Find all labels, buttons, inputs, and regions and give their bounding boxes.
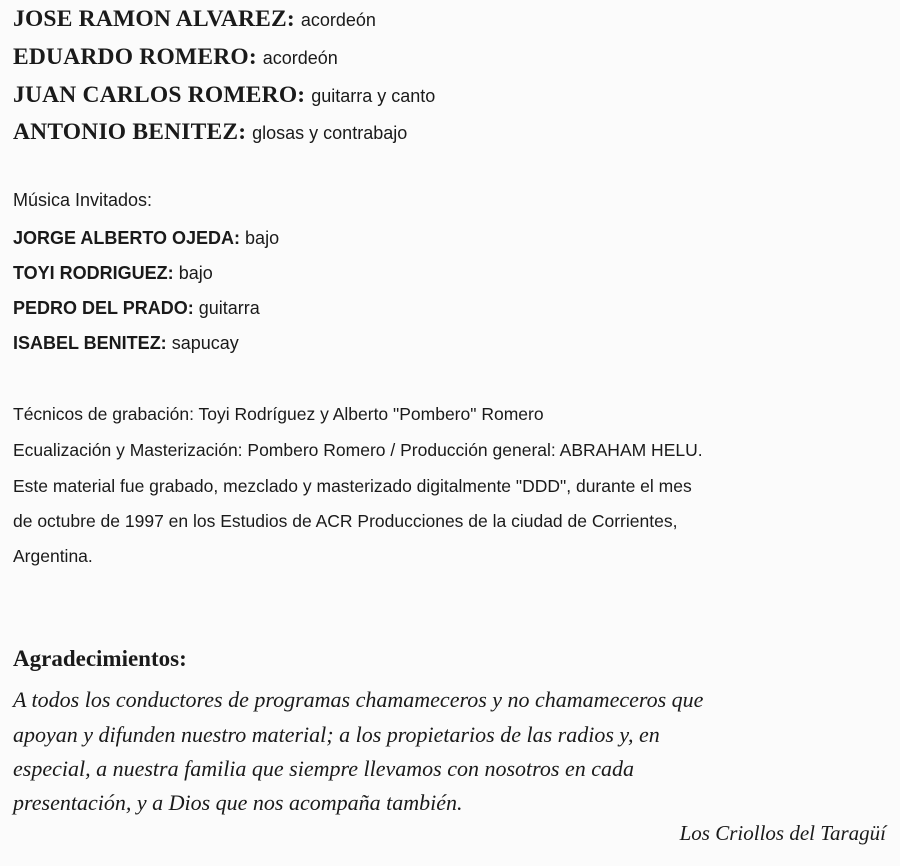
member-name: ANTONIO BENITEZ: (13, 119, 247, 145)
guests-heading: Música Invitados: (13, 190, 153, 210)
thanks-line: A todos los conductores de programas chamameceros y no chamameceros que (13, 687, 704, 712)
thanks-title: Agradecimientos: (13, 646, 187, 671)
guest-name: TOYI RODRIGUEZ: (13, 263, 174, 283)
credit-line: Este material fue grabado, mezclado y masterizado digitalmente "DDD", durante el mes (13, 476, 692, 496)
guest-name: ISABEL BENITEZ: (13, 333, 167, 353)
member-line (13, 43, 338, 72)
member-line (13, 81, 435, 110)
member-name: JUAN CARLOS ROMERO: (13, 82, 306, 108)
credit-line: Ecualización y Masterización: Pombero Romero / Producción general: ABRAHAM HELU. (13, 440, 703, 460)
member-role: acordeón (262, 48, 338, 68)
thanks-line: especial, a nuestra familia que siempre llevamos con nosotros en cada (13, 756, 634, 781)
guest-line (13, 228, 279, 249)
credit-line: de octubre de 1997 en los Estudios de ACR Producciones de la ciudad de Corrientes, (13, 511, 678, 531)
credit-line: Argentina. (13, 546, 93, 566)
guest-role: bajo (245, 228, 280, 248)
guest-role: bajo (178, 263, 213, 283)
member-name: EDUARDO ROMERO: (13, 44, 257, 70)
guest-name: JORGE ALBERTO OJEDA: (13, 228, 241, 248)
guest-role: sapucay (171, 333, 239, 353)
guest-line (13, 263, 213, 284)
guest-role: guitarra (198, 298, 260, 318)
member-line (13, 5, 376, 34)
member-name: JOSE RAMON ALVAREZ: (13, 6, 295, 32)
credit-line: Técnicos de grabación: Toyi Rodríguez y Alberto "Pombero" Romero (13, 404, 544, 424)
member-line (13, 118, 407, 147)
guest-line (13, 298, 260, 319)
thanks-line: presentación, y a Dios que nos acompaña también. (13, 790, 463, 815)
member-role: acordeón (300, 10, 376, 30)
signature: Los Criollos del Taragüí (679, 821, 886, 845)
guest-line (13, 333, 239, 354)
thanks-line: apoyan y difunden nuestro material; a los propietarios de las radios y, en (13, 722, 660, 747)
guest-name: PEDRO DEL PRADO: (13, 298, 194, 318)
member-role: guitarra y canto (311, 86, 436, 106)
member-role: glosas y contrabajo (252, 123, 408, 143)
